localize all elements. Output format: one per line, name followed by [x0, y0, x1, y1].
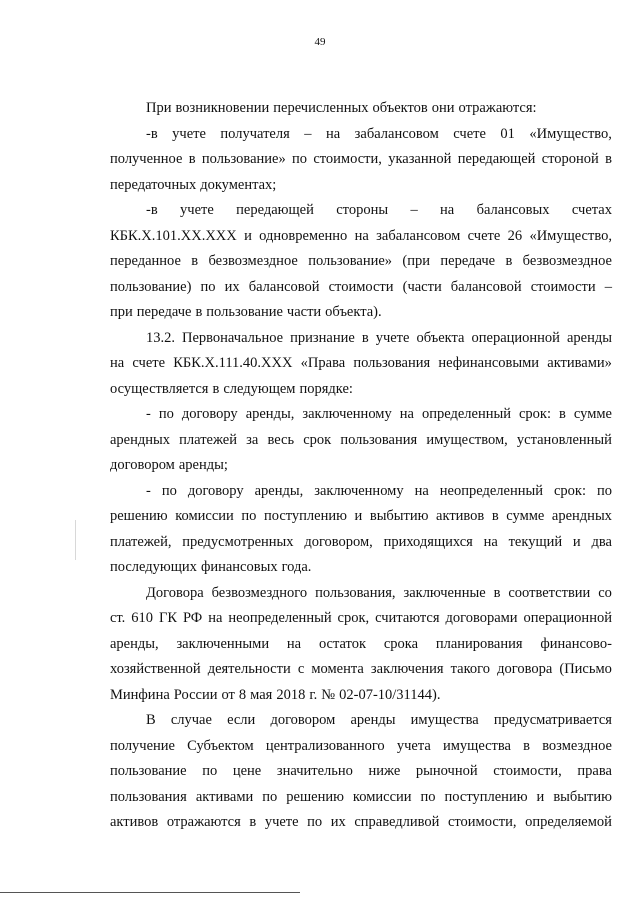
word: пользования	[110, 788, 187, 805]
word: в	[559, 406, 566, 422]
word: пользования	[353, 355, 431, 371]
word: текущий	[508, 533, 563, 550]
word: (Письмо	[559, 661, 612, 677]
word: их	[224, 278, 240, 295]
text-line	[110, 224, 612, 250]
word: в	[191, 253, 199, 269]
word: на	[110, 355, 125, 371]
word: учете	[375, 329, 410, 346]
word: по	[596, 482, 612, 499]
word: активов	[436, 508, 485, 524]
text-line	[110, 402, 612, 428]
word: срока	[383, 635, 419, 652]
word: они	[431, 100, 455, 116]
word: полученное	[110, 151, 183, 167]
word: предусмотренных	[182, 533, 294, 550]
word: –	[304, 125, 312, 142]
text-line	[110, 326, 612, 352]
word: учете	[180, 202, 214, 218]
word: срок:	[553, 482, 586, 499]
word: балансовых	[476, 202, 550, 218]
word: от	[221, 686, 235, 703]
word: и	[354, 508, 363, 524]
word: последующих	[110, 559, 197, 575]
word: на	[208, 610, 223, 626]
word: в	[195, 304, 203, 320]
text-line	[110, 147, 612, 173]
word: комиссии	[175, 508, 234, 524]
word: пользование	[206, 304, 283, 320]
text-line	[110, 96, 612, 122]
word: порядке:	[299, 380, 353, 397]
word: перечисленных	[273, 100, 369, 116]
text-line	[110, 122, 612, 148]
word: «Права	[300, 355, 346, 371]
word: счете	[132, 355, 166, 371]
word: момента	[311, 661, 364, 677]
word: заключенные	[403, 584, 486, 601]
word: в	[361, 329, 369, 346]
word: на	[354, 227, 369, 244]
word: на	[286, 635, 302, 652]
word: аренды,	[110, 635, 159, 652]
text-line	[110, 173, 612, 199]
word: учете	[264, 814, 299, 830]
word: договором	[270, 712, 336, 728]
word: финансовых	[200, 559, 278, 575]
word: Первоначальное	[182, 329, 284, 346]
word: по	[262, 788, 278, 805]
word: с	[297, 661, 305, 677]
word: операционной	[471, 329, 560, 346]
text-line	[110, 708, 612, 734]
word: объекта).	[325, 304, 382, 320]
word: стороны	[336, 202, 389, 218]
word: на	[440, 202, 455, 218]
word: по	[420, 788, 436, 805]
word: и	[572, 533, 581, 550]
word: заключенному	[314, 482, 404, 499]
word: возмездное	[542, 737, 612, 754]
word: договором,	[304, 533, 373, 550]
word: случае	[170, 712, 212, 728]
text-line	[110, 606, 612, 632]
word: 610	[131, 610, 154, 626]
word: и	[244, 227, 252, 244]
word: договору	[181, 406, 238, 422]
word: №	[321, 686, 336, 703]
word: в	[249, 814, 257, 830]
word: по	[200, 278, 216, 295]
word: стоимости,	[447, 814, 517, 830]
text-line	[110, 351, 612, 377]
word: и	[536, 788, 545, 805]
word: счете	[453, 125, 486, 142]
word: мая	[250, 686, 273, 703]
word: цене	[232, 763, 262, 779]
word: стоимости	[328, 278, 394, 295]
word: определяемой	[525, 814, 612, 830]
word: два	[591, 533, 612, 550]
word: имуществом,	[426, 431, 508, 448]
word: одновременно	[259, 227, 348, 244]
word: справедливой	[354, 814, 440, 830]
word: Субъектом	[187, 737, 254, 754]
text-line	[110, 300, 612, 326]
word: аренды,	[245, 406, 295, 422]
word: 13.2.	[146, 329, 175, 346]
word: стороной	[541, 151, 599, 167]
word: если	[227, 712, 256, 728]
word: «Имущество,	[529, 227, 612, 244]
word: по	[202, 763, 218, 779]
word: в	[523, 737, 531, 754]
word: учете	[172, 125, 206, 142]
word: России	[173, 686, 218, 703]
word: получателя	[220, 125, 290, 142]
word: заключенному	[302, 406, 392, 422]
word: аренды;	[178, 457, 228, 473]
word: «Имущество,	[529, 125, 612, 142]
word: комиссии	[352, 788, 412, 805]
word: в	[605, 151, 612, 167]
word: хозяйственной	[110, 661, 201, 677]
word: централизованного	[265, 737, 385, 754]
word: установленный	[516, 431, 612, 448]
word: срок	[303, 431, 332, 448]
word: в	[505, 253, 513, 269]
word: передаче	[136, 304, 192, 320]
word: сумме	[506, 508, 545, 524]
word: пользования,	[315, 584, 396, 601]
scan-margin-mark	[75, 520, 76, 560]
text-line	[110, 759, 612, 785]
word: -в	[146, 202, 158, 218]
text-line	[110, 581, 612, 607]
word: пользование»	[201, 151, 286, 167]
word: 01	[500, 125, 515, 142]
text-line	[110, 249, 612, 275]
word: указанной	[388, 151, 452, 167]
word: передаточных	[110, 176, 197, 193]
text-line	[110, 275, 612, 301]
text-line	[110, 504, 612, 530]
word: приходящихся	[383, 533, 473, 550]
word: выбытию	[553, 788, 612, 805]
word: (части	[402, 278, 442, 295]
word: операционной	[523, 610, 612, 626]
word: переданное	[110, 253, 181, 269]
word: (при	[402, 253, 431, 269]
word: активами	[195, 788, 254, 805]
word: аренды	[566, 329, 612, 346]
text-line	[110, 632, 612, 658]
word: 26	[507, 227, 523, 244]
word: сумме	[573, 406, 612, 422]
word: договора	[497, 661, 553, 677]
word: на	[399, 406, 414, 422]
word: В	[146, 712, 156, 728]
word: весь	[267, 431, 295, 448]
word: нефинансовыми	[438, 355, 540, 371]
word: права	[577, 763, 612, 779]
text-line	[110, 734, 612, 760]
word: неопределенный	[439, 482, 543, 499]
word: остаток	[318, 635, 366, 652]
word: ниже	[368, 763, 401, 779]
word: по	[241, 508, 257, 524]
text-line	[110, 657, 612, 683]
word: счете	[467, 227, 501, 244]
word: имущества	[410, 712, 479, 728]
word: При	[146, 100, 172, 116]
word: на	[414, 482, 429, 499]
word: балансовой	[450, 278, 522, 295]
word: платежей	[179, 431, 238, 448]
word: следующем	[223, 380, 296, 397]
word: -	[146, 406, 151, 422]
word: части	[286, 304, 322, 320]
text-line	[110, 479, 612, 505]
word: Договора	[146, 584, 204, 601]
word: при	[110, 304, 133, 320]
word: объекта	[416, 329, 465, 346]
word: рыночной	[415, 763, 478, 779]
word: выбытию	[369, 508, 429, 524]
word: планирования	[435, 635, 523, 652]
text-line	[110, 377, 612, 403]
word: ГК	[158, 610, 178, 626]
word: пользование»	[308, 253, 393, 269]
word: аренды	[350, 712, 396, 728]
word: отражаются	[166, 814, 241, 830]
text-line	[110, 785, 612, 811]
word: передающей	[457, 151, 536, 167]
word: соответствии	[508, 584, 591, 601]
text-line	[110, 555, 612, 581]
word: г.	[309, 686, 318, 703]
word: заключенными	[176, 635, 270, 652]
word: договору	[187, 482, 244, 499]
word: безвозмездное	[208, 253, 298, 269]
word: по	[307, 814, 323, 830]
word: активов	[110, 814, 159, 830]
word: за	[246, 431, 259, 448]
word: забалансовом	[376, 227, 461, 244]
word: 2018	[276, 686, 306, 703]
word: решению	[286, 788, 344, 805]
word: безвозмездное	[522, 253, 612, 269]
word: стоимости,	[313, 151, 382, 167]
word: поступлению	[444, 788, 528, 805]
word: стоимости,	[493, 763, 562, 779]
text-line	[110, 428, 612, 454]
word: счетах	[571, 202, 612, 218]
word: КБК.Х.101.ХХ.ХХХ	[110, 227, 237, 244]
word: на	[483, 533, 498, 550]
word: в	[212, 380, 220, 397]
word: КБК.Х.111.40.ХХХ	[173, 355, 293, 371]
word: безвозмездного	[211, 584, 308, 601]
word: объектов	[372, 100, 428, 116]
word: признание	[290, 329, 355, 346]
word: арендных	[551, 508, 612, 524]
word: на	[325, 125, 341, 142]
word: в	[188, 151, 196, 167]
word: осуществляется	[110, 380, 209, 397]
word: деятельности	[207, 661, 291, 677]
word: пользование)	[110, 278, 192, 295]
word: срок:	[518, 406, 551, 422]
word: Минфина	[110, 686, 170, 703]
word: аренды,	[254, 482, 304, 499]
word: в	[491, 508, 499, 524]
word: пользование	[110, 763, 187, 779]
word: пользования	[340, 431, 418, 448]
word: считаются	[375, 610, 440, 626]
footnote-rule	[0, 892, 300, 893]
word: –	[604, 278, 612, 295]
word: неопределенный	[228, 610, 332, 626]
word: со	[598, 584, 612, 601]
word: по	[292, 151, 308, 167]
document-body	[110, 96, 612, 836]
word: ст.	[110, 610, 126, 626]
word: их	[330, 814, 346, 830]
word: арендных	[110, 431, 171, 448]
word: отражаются:	[458, 100, 537, 116]
word: стоимости	[530, 278, 596, 295]
word: решению	[110, 508, 168, 524]
text-line	[110, 810, 612, 836]
word: предусматривается	[493, 712, 612, 728]
word: такого	[450, 661, 491, 677]
word: поступлению	[263, 508, 347, 524]
word: договором	[110, 457, 175, 473]
word: балансовой	[248, 278, 320, 295]
word: активами»	[547, 355, 612, 371]
word: документах;	[200, 176, 277, 193]
word: года.	[281, 559, 312, 575]
word: -в	[146, 125, 158, 142]
word: срок,	[337, 610, 370, 626]
text-line	[110, 683, 612, 709]
word: РФ	[182, 610, 203, 626]
word: забалансовом	[354, 125, 439, 142]
word: определенный	[421, 406, 511, 422]
word: финансово-	[540, 635, 612, 652]
word: 8	[238, 686, 247, 703]
word: передаче	[440, 253, 496, 269]
word: возникновении	[175, 100, 270, 116]
word: заключения	[370, 661, 444, 677]
text-line	[110, 198, 612, 224]
word: платежей,	[110, 533, 172, 550]
word: получение	[110, 737, 175, 754]
text-line	[110, 453, 612, 479]
word: имущества	[442, 737, 511, 754]
word: по	[158, 406, 174, 422]
word: значительно	[276, 763, 353, 779]
word: учета	[396, 737, 431, 754]
word: -	[146, 482, 151, 499]
word: договорами	[445, 610, 518, 626]
word: –	[410, 202, 418, 218]
word: передающей	[236, 202, 314, 218]
word: по	[161, 482, 177, 499]
page-number: 49	[314, 36, 326, 48]
word: 02-07-10/31144).	[339, 686, 441, 703]
word: в	[493, 584, 501, 601]
text-line	[110, 530, 612, 556]
